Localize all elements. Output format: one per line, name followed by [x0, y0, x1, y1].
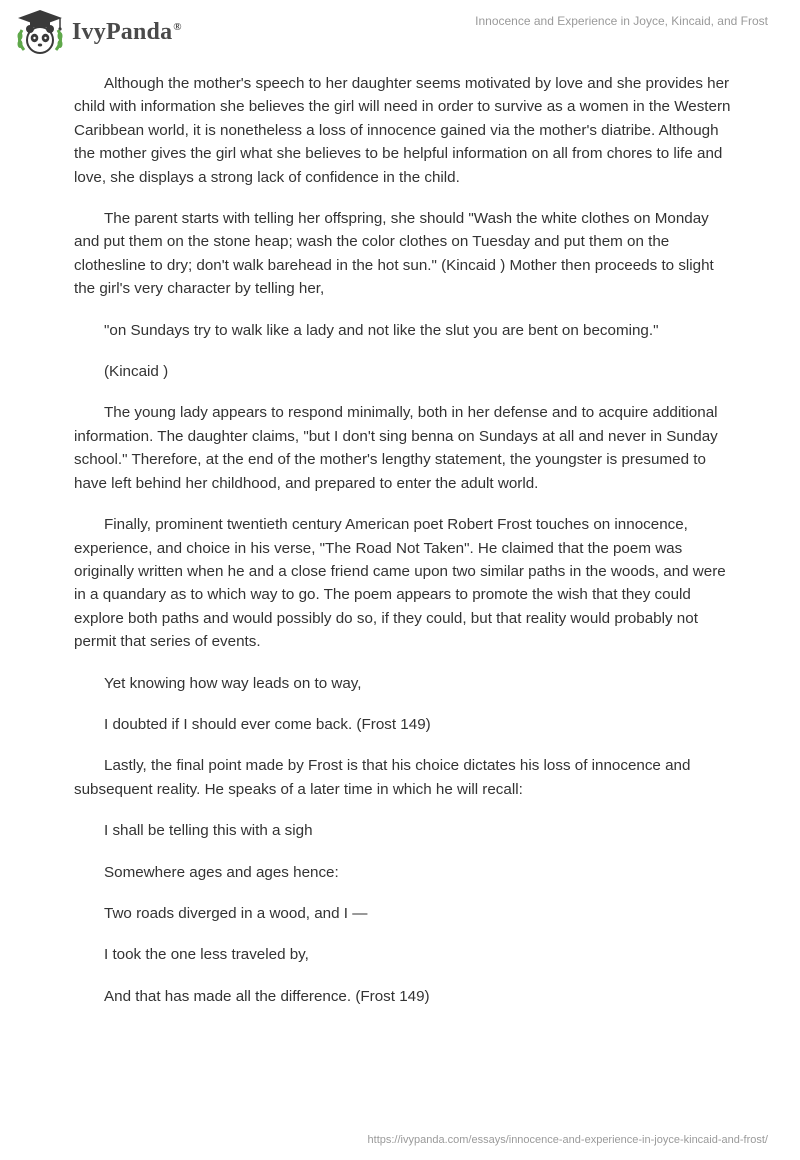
panda-graduate-icon	[12, 8, 68, 56]
paragraph: Finally, prominent twentieth century American poet Robert Frost touches on innocence, experience, and choice in his verse, "The Road Not Taken". He claimed that the poem was originally written when he and a close friend came upon two similar paths in the woods, and were in a quandary as to which way to go. The poem appears to promote the wish that they could explore both paths and would possibly do so, if they could, but that reality would probably not permit that series of events.	[74, 516, 726, 651]
paragraph: Lastly, the final point made by Frost is that his choice dictates his loss of innocence and subsequent reality. He speaks of a later time in which he will recall:	[74, 757, 691, 798]
poem-line: I shall be telling this with a sigh	[104, 822, 313, 840]
poem-line: And that has made all the difference. (Frost 149)	[104, 987, 430, 1005]
paragraph: Although the mother's speech to her daughter seems motivated by love and she provides her child with information she believes the girl will need in order to survive as a women in the Western Caribbean world, it is nonetheless a loss of innocence gained via the mother's diatribe. Although the mother gives the girl what she believes to be helpful information on all from chores to life and love, she displays a strong lack of confidence in the child.	[74, 75, 731, 186]
logo[interactable]	[12, 8, 182, 56]
essay-body	[74, 72, 734, 1026]
paragraph: The parent starts with telling her offspring, she should "Wash the white clothes on Monday and put them on the stone heap; wash the color clothes on Tuesday and put them on the clothesline to dry; don't walk barehead in the hot sun." (Kincaid ) Mother then proceeds to slight the girl's very character by telling her,	[74, 210, 714, 298]
brand-name: IvyPanda®	[72, 18, 182, 45]
document-title: Innocence and Experience in Joyce, Kincaid, and Frost	[475, 14, 768, 28]
poem-line: Two roads diverged in a wood, and I —	[104, 904, 368, 922]
block-quote: "on Sundays try to walk like a lady and not like the slut you are bent on becoming."	[104, 321, 659, 339]
poem-line: I doubted if I should ever come back. (Frost 149)	[104, 715, 431, 733]
quote-citation: (Kincaid )	[104, 363, 169, 381]
source-url-link[interactable]: https://ivypanda.com/essays/innocence-and-experience-in-joyce-kincaid-and-frost/	[367, 1134, 768, 1146]
page-header	[0, 0, 800, 60]
poem-line: Yet knowing how way leads on to way,	[104, 674, 362, 692]
paragraph: The young lady appears to respond minimally, both in her defense and to acquire additional information. The daughter claims, "but I don't sing benna on Sundays at all and never in Sunday school." Therefore, at the end of the mother's lengthy statement, the youngster is presumed to have left behind her childhood, and prepared to enter the adult world.	[74, 404, 718, 492]
poem-line: Somewhere ages and ages hence:	[104, 863, 339, 881]
poem-line: I took the one less traveled by,	[104, 946, 309, 964]
